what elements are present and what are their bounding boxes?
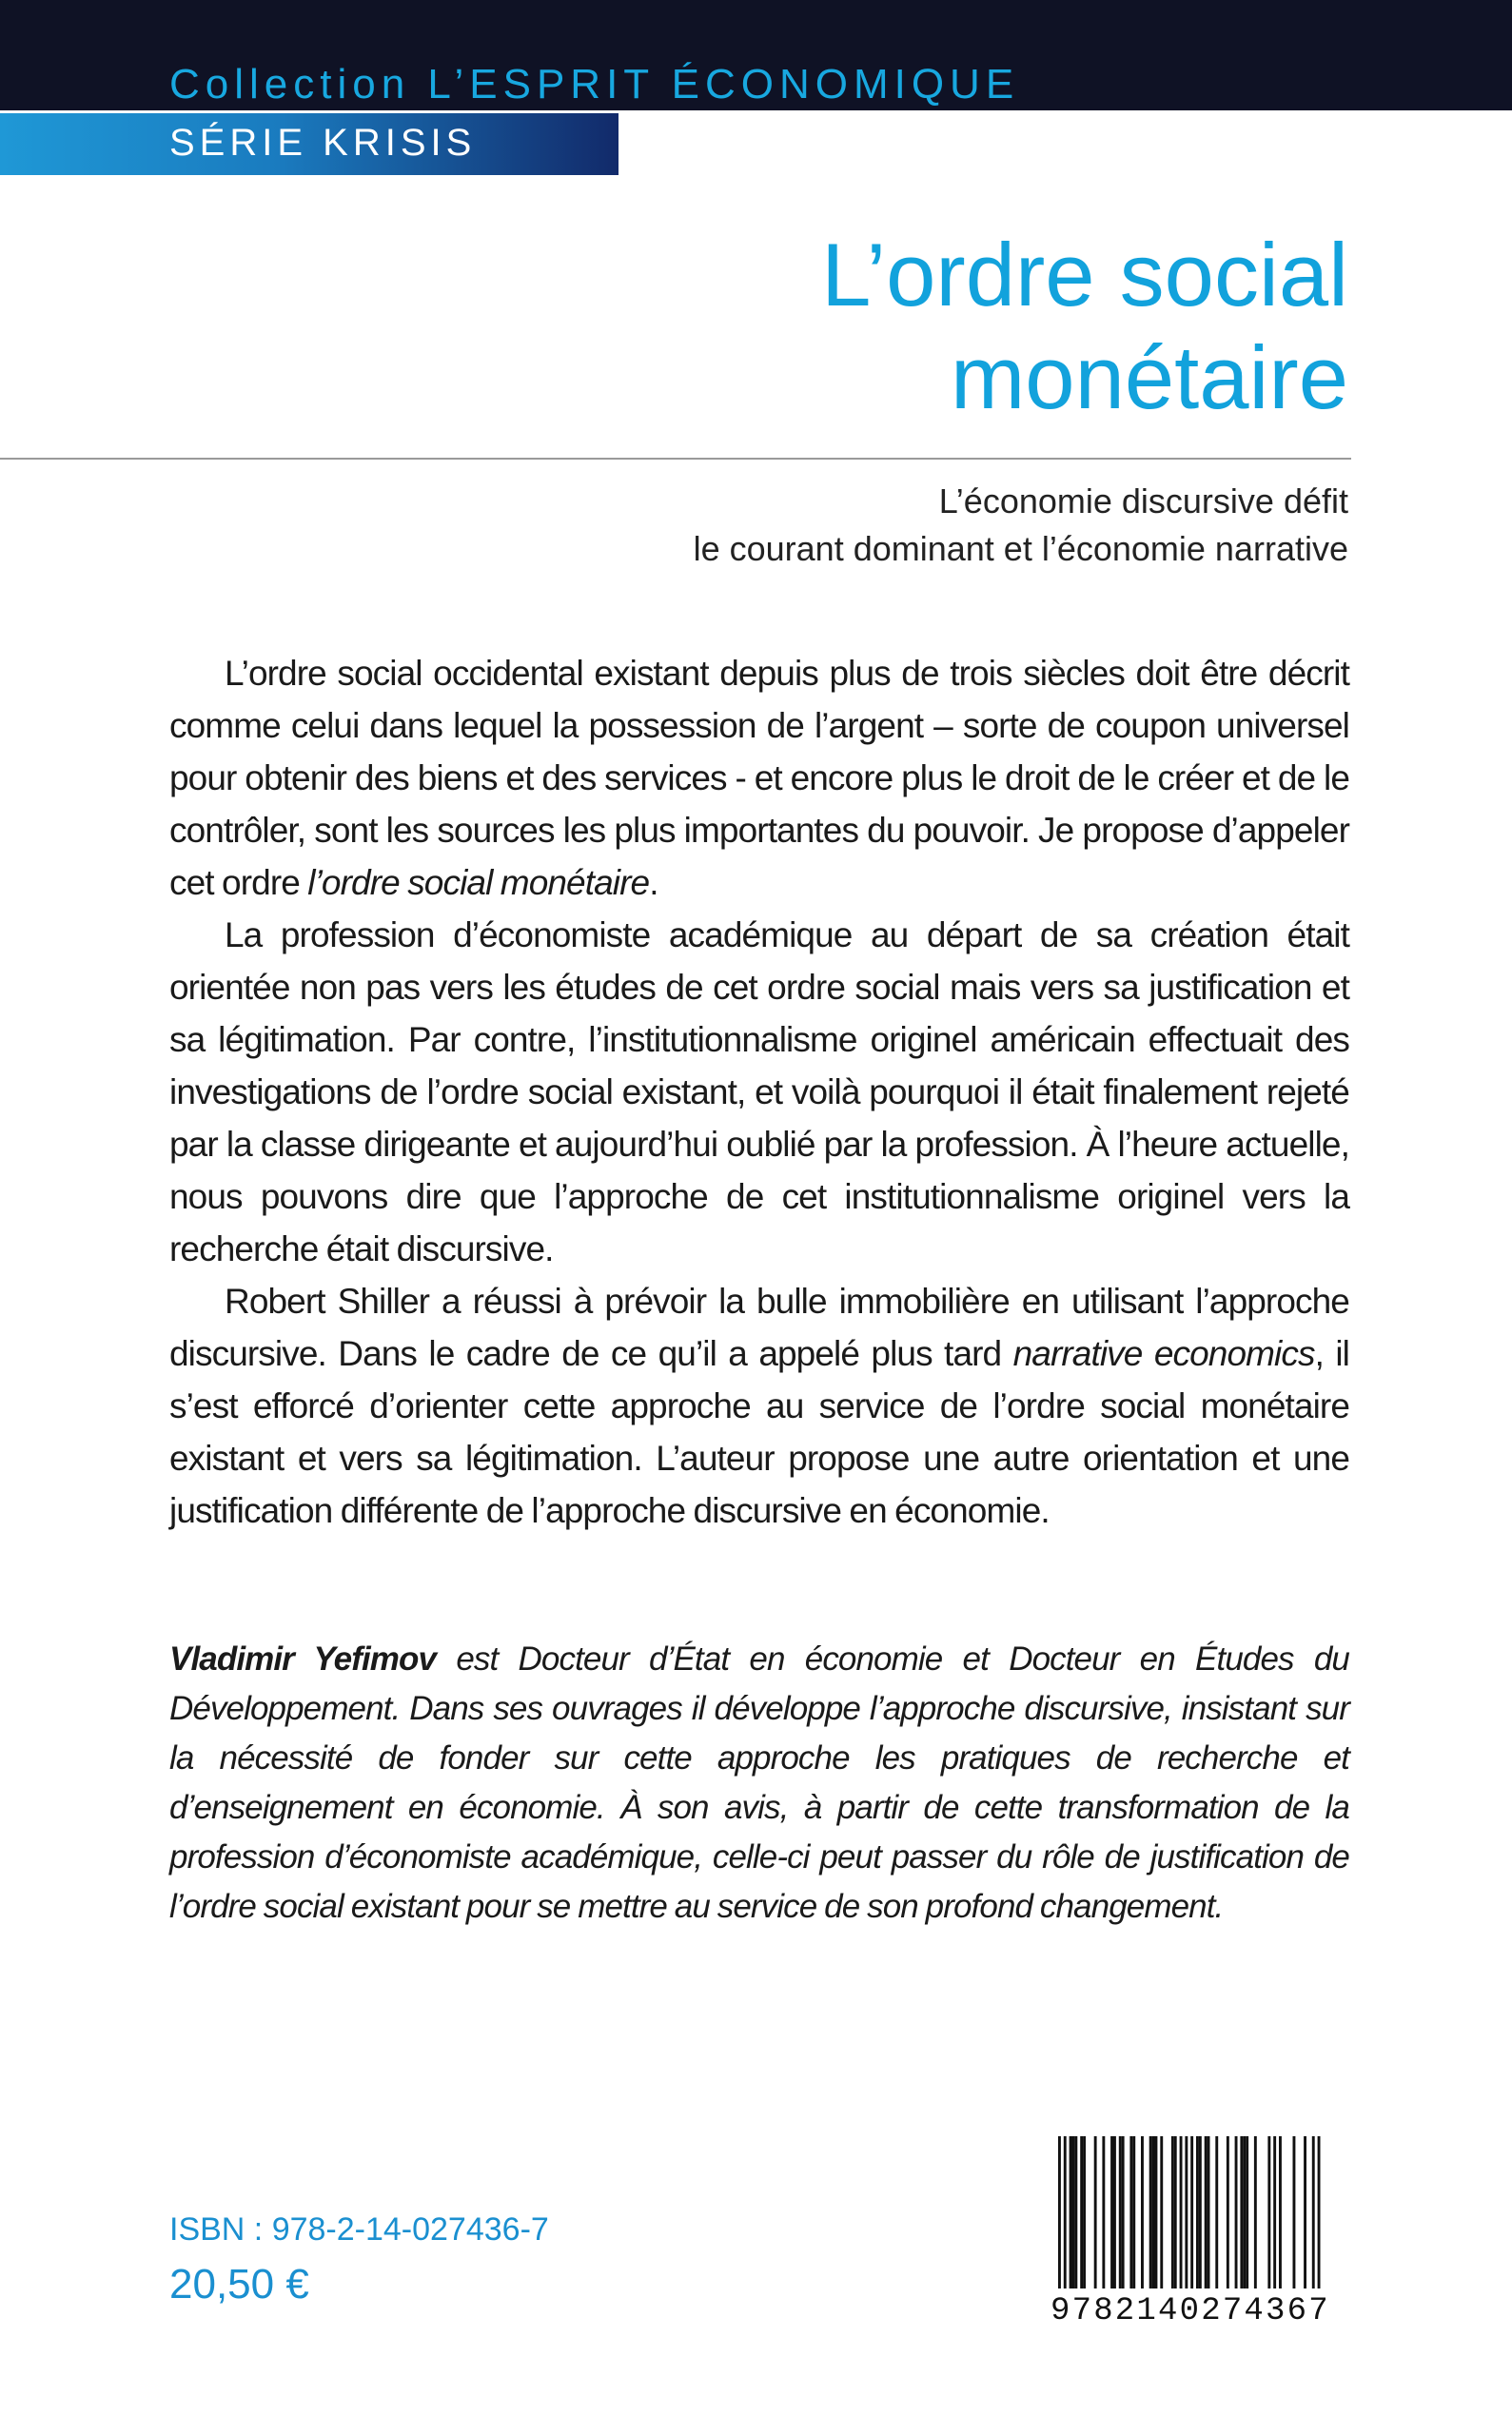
book-title <box>492 224 1348 429</box>
barcode-bar <box>1196 2136 1199 2288</box>
blurb-p1-text: L’ordre social occidental existant depuis plus de trois siècles doit être décrit comme celui dans lequel la possession de l’argent – sorte de coupon universel pour obtenir des biens et des services - et encore plus le droit de le créer et de le contrôler, sont les sources les plus importantes du pouvoir. Je propose d’appeler cet ordre <box>169 654 1349 902</box>
author-bio-text: est Docteur d’État en économie et Docteur en Études du Développement. Dans ses ouvrages il développe l’approche discursive, insistant sur la nécessité de fonder sur cette approche les pratiques de recherche et d’enseignement en économie. À son avis, à partir de cette transformation de la profession d’économiste académique, celle-ci peut passer du rôle de justification de l’ordre social existant pour se mettre au service de son profond changement. <box>169 1640 1349 1925</box>
barcode-bar <box>1293 2136 1296 2288</box>
barcode-bar <box>1254 2136 1257 2288</box>
subtitle-line-1: L’économie discursive défit <box>938 481 1348 521</box>
barcode-bar <box>1160 2136 1163 2288</box>
barcode-bar <box>1312 2136 1315 2288</box>
blurb <box>169 647 1349 1537</box>
barcode-bar <box>1227 2136 1229 2288</box>
barcode-bar <box>1064 2136 1067 2288</box>
barcode-bar <box>1070 2136 1072 2288</box>
barcode <box>1051 2134 1336 2336</box>
blurb-paragraph-2: La profession d’économiste académique au départ de sa création était orientée non pas vers les études de cet ordre social mais vers sa justification et sa légitimation. Par contre, l’institutionnalisme originel américain effectuait des investigations de l’ordre social existant, et voilà pourquoi il était finalement rejeté par la classe dirigeante et aujourd’hui oublié par la profession. À l’heure actuelle, nous pouvons dire que l’approche de cet institutionnalisme originel vers la recherche était discursive. <box>169 915 1349 1268</box>
barcode-bar <box>1171 2136 1174 2288</box>
barcode-bar <box>1180 2136 1183 2288</box>
barcode-bar <box>1243 2136 1246 2288</box>
subtitle-line-2: le courant dominant et l’économie narrative <box>693 529 1348 568</box>
barcode-bar <box>1215 2136 1218 2288</box>
barcode-bar <box>1094 2136 1097 2288</box>
barcode-bar <box>1083 2136 1086 2288</box>
blurb-p3-text: Robert Shiller a réussi à prévoir la bulle immobilière en utilisant l’approche discursive. Dans le cadre de ce qu’il a appelé plus tard <box>169 1282 1349 1373</box>
barcode-bar <box>1110 2136 1113 2288</box>
book-subtitle <box>397 478 1348 573</box>
blurb-p1-end: . <box>649 863 658 902</box>
blurb-paragraph-1 <box>169 647 1349 909</box>
author-bio <box>169 1635 1349 1932</box>
barcode-bars <box>1051 2134 1336 2291</box>
barcode-bar <box>1174 2136 1177 2288</box>
blurb-p1-italic: l’ordre social monétaire <box>307 863 650 902</box>
barcode-bar <box>1141 2136 1144 2288</box>
barcode-bar <box>1149 2136 1152 2288</box>
isbn: ISBN : 978-2-14-027436-7 <box>169 2211 549 2248</box>
blurb-p3-end: , il s’est efforcé d’orienter cette approche au service de l’ordre social monétaire existant et vers sa légitimation. L’auteur propose une autre orientation et une justification différente de l’approche discursive en économie. <box>169 1334 1349 1530</box>
barcode-bar <box>1273 2136 1276 2288</box>
barcode-bar <box>1152 2136 1155 2288</box>
price: 20,50 € <box>169 2261 309 2308</box>
barcode-bar <box>1129 2136 1132 2288</box>
barcode-bar <box>1058 2136 1061 2288</box>
barcode-bar <box>1113 2136 1116 2288</box>
barcode-bar <box>1279 2136 1282 2288</box>
barcode-bar <box>1235 2136 1238 2288</box>
barcode-bar <box>1080 2136 1083 2288</box>
barcode-bar <box>1246 2136 1248 2288</box>
series-label: SÉRIE KRISIS <box>169 122 477 164</box>
book-title-line-1: L’ordre social <box>821 225 1348 324</box>
barcode-bar <box>1208 2136 1210 2288</box>
blurb-paragraph-3 <box>169 1275 1349 1537</box>
title-divider <box>0 458 1351 460</box>
barcode-bar <box>1119 2136 1122 2288</box>
author-name: Vladimir Yefimov <box>169 1640 437 1678</box>
barcode-bar <box>1318 2136 1321 2288</box>
barcode-bar <box>1074 2136 1077 2288</box>
barcode-bar <box>1132 2136 1135 2288</box>
book-title-line-2: monétaire <box>951 327 1348 427</box>
blurb-p3-italic: narrative economics <box>1012 1334 1315 1373</box>
barcode-bar <box>1304 2136 1306 2288</box>
barcode-bar <box>1240 2136 1243 2288</box>
barcode-bar <box>1102 2136 1105 2288</box>
barcode-bar <box>1205 2136 1208 2288</box>
barcode-bar <box>1190 2136 1193 2288</box>
barcode-digits: 9782140274367 <box>1051 2293 1330 2329</box>
barcode-bar <box>1267 2136 1270 2288</box>
barcode-bar <box>1122 2136 1125 2288</box>
barcode-bar <box>1155 2136 1158 2288</box>
barcode-bar <box>1185 2136 1188 2288</box>
collection-title: Collection L’ESPRIT ÉCONOMIQUE <box>169 61 1020 108</box>
barcode-bar <box>1072 2136 1075 2288</box>
barcode-bar <box>1199 2136 1202 2288</box>
